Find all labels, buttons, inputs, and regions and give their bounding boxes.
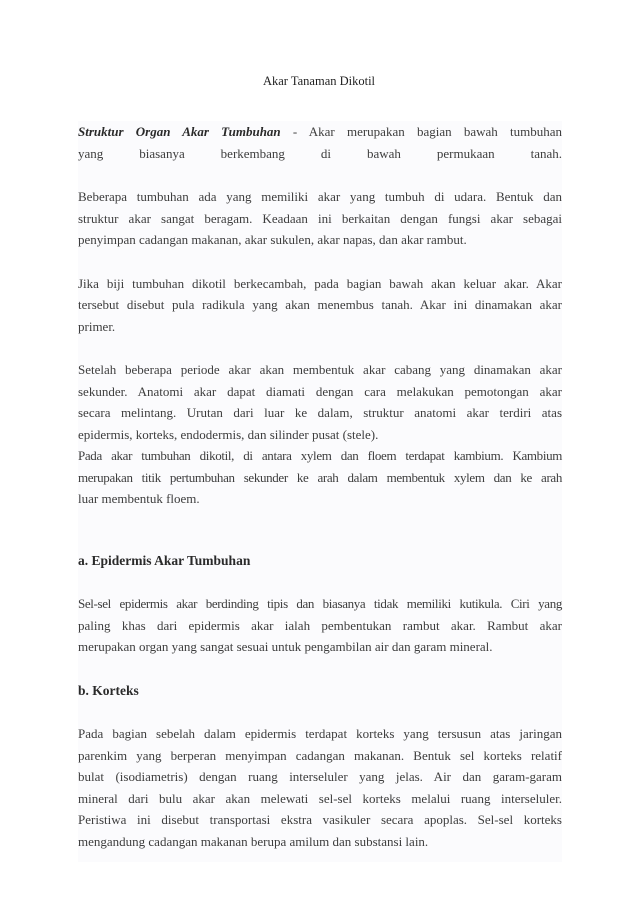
paragraph-2 [78, 186, 562, 251]
section-a-line-2: paling khas dari epidermis akar ialah pembentukan rambut akar. Rambut akar [78, 617, 562, 633]
p3-line-1: Jika biji tumbuhan dikotil berkecambah, pada bagian bawah akan keluar akar. Akar [78, 275, 562, 291]
p2-line-2: struktur akar sangat beragam. Keadaan ini berkaitan dengan fungsi akar sebagai [78, 210, 562, 226]
p3-line-2: tersebut disebut pula radikula yang akan menembus tanah. Akar ini dinamakan akar [78, 297, 562, 312]
p4-line-4: epidermis, korteks, endodermis, dan silinder pusat (stele). [78, 426, 379, 442]
section-a-line-1: Sel-sel epidermis akar berdinding tipis dan biasanya tidak memiliki kutikula. Ciri yang [78, 596, 562, 611]
section-b-line-6: mengandung cadangan makanan berupa amilum dan substansi lain. [78, 833, 429, 849]
section-a-heading: a. Epidermis Akar Tumbuhan [78, 552, 251, 568]
intro-line-2: yang biasanya berkembang di bawah permukaan tanah. [78, 145, 562, 161]
p4-line-6: merupakan titik pertumbuhan sekunder ke arah dalam membentuk xylem dan ke arah [78, 469, 562, 485]
section-b-line-3: bulat (isodiametris) dengan ruang interseluler yang jelas. Air dan garam-garam [78, 769, 562, 784]
p2-line-3: penyimpan cadangan makanan, akar sukulen, akar napas, dan akar rambut. [78, 232, 467, 247]
section-b-line-5: Peristiwa ini disebut transportasi ekstra vasikuler secara apoplas. Sel-sel korteks [78, 812, 562, 827]
p4-line-3: secara melintang. Urutan dari luar ke dalam, struktur anatomi akar terdiri atas [78, 405, 562, 420]
paragraph-3 [78, 273, 562, 338]
document-body [78, 121, 562, 862]
section-b-heading: b. Korteks [78, 682, 139, 698]
p4-line-5: Pada akar tumbuhan dikotil, di antara xylem dan floem terdapat kambium. Kambium [78, 448, 562, 463]
p3-line-3: primer. [78, 318, 116, 334]
p4-line-7: luar membentuk floem. [78, 491, 200, 506]
section-a-line-3: merupakan organ yang sangat sesuai untuk pengambilan air dan garam mineral. [78, 639, 493, 654]
section-b-paragraph [78, 723, 562, 852]
p4-line-1: Setelah beberapa periode akar akan membentuk akar cabang yang dinamakan akar [78, 362, 562, 377]
p2-line-1: Beberapa tumbuhan ada yang memiliki akar yang tumbuh di udara. Bentuk dan [78, 189, 562, 204]
intro-paragraph [78, 121, 562, 164]
p4-line-2: sekunder. Anatomi akar dapat diamati dengan cara melakukan pemotongan akar [78, 383, 562, 399]
paragraph-4 [78, 359, 562, 510]
intro-line-1-rest: - Akar merupakan bagian bawah tumbuhan [280, 124, 562, 139]
section-b-line-4: mineral dari bulu akar akan melewati sel-sel korteks melalui ruang interseluler. [78, 790, 562, 806]
section-a-paragraph [78, 593, 562, 658]
section-b-line-2: parenkim yang berperan menyimpan cadangan makanan. Bentuk sel korteks relatif [78, 747, 562, 763]
section-b-line-1: Pada bagian sebelah dalam epidermis terdapat korteks yang tersusun atas jaringan [78, 726, 562, 741]
intro-line-1 [78, 121, 562, 143]
intro-lead-term: Struktur Organ Akar Tumbuhan [78, 124, 281, 139]
document-title: Akar Tanaman Dikotil [262, 74, 376, 88]
